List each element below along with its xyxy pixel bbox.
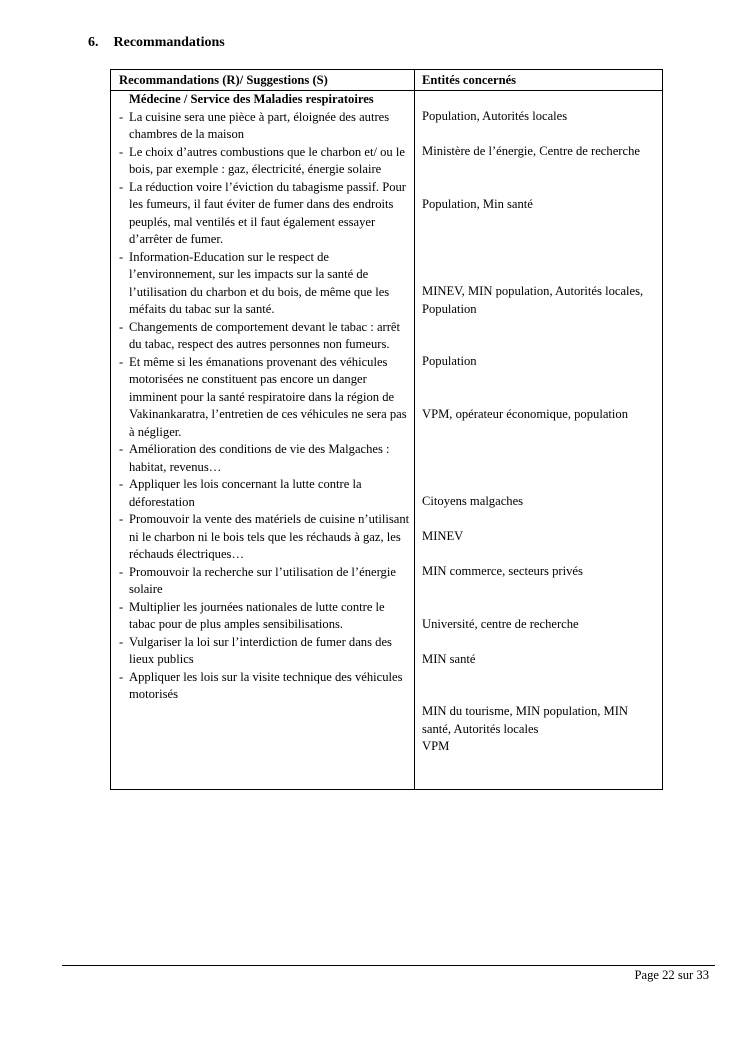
entity-cell: MIN commerce, secteurs privés xyxy=(422,564,583,578)
section-title: Recommandations xyxy=(113,35,225,50)
entity-cell: Population xyxy=(422,354,477,368)
section-heading xyxy=(88,35,225,51)
recommendation-item xyxy=(117,634,411,669)
bullet-dash: - xyxy=(119,669,124,684)
recommendation-item xyxy=(117,354,411,442)
recommendation-text: Amélioration des conditions de vie des Malgaches : habitat, revenus… xyxy=(129,442,390,474)
bullet-dash: - xyxy=(119,144,124,159)
bullet-dash: - xyxy=(119,599,124,614)
entity-cell-extra: VPM xyxy=(422,739,450,753)
entity-cell: Population, Min santé xyxy=(422,197,533,211)
recommendation-item xyxy=(117,249,411,319)
footer-rule xyxy=(62,965,715,966)
recommendation-text: Changements de comportement devant le tabac : arrêt du tabac, respect des autres personnes non fumeurs. xyxy=(129,319,401,351)
recommendation-text: Information-Education sur le respect de l’environnement, sur les impacts sur la santé de l’utilisation du charbon et du bois, de même que les méfaits du tabac sur la santé. xyxy=(129,249,390,316)
bullet-dash: - xyxy=(119,109,124,124)
recommendation-text: Promouvoir la recherche sur l’utilisation de l’énergie solaire xyxy=(129,564,396,596)
recommendations-table xyxy=(110,69,663,790)
recommendation-item xyxy=(117,144,411,179)
entity-cell: MINEV xyxy=(422,529,464,543)
recommendation-item xyxy=(117,599,411,634)
recommendation-item xyxy=(117,109,411,144)
recommendation-text: Multiplier les journées nationales de lutte contre le tabac pour de plus amples sensibilisations. xyxy=(129,599,385,631)
recommendation-text: Et même si les émanations provenant des véhicules motorisées ne constituent pas encore un danger imminent pour la santé respiratoire dans la région de Vakinankaratra, l’entretien de ces véhicules ne sera pas à négliger. xyxy=(129,354,407,439)
service-subheading: Médecine / Service des Maladies respiratoires xyxy=(129,92,374,106)
bullet-dash: - xyxy=(119,354,124,369)
bullet-dash: - xyxy=(119,442,124,456)
recommendation-text: Le choix d’autres combustions que le charbon et/ ou le bois, par exemple : gaz, électricité, énergie solaire xyxy=(129,144,405,176)
recommendation-item xyxy=(117,669,411,704)
section-number: 6. xyxy=(88,35,99,50)
entity-cell: MINEV, MIN population, Autorités locales, Population xyxy=(422,284,644,316)
entity-cell: Université, centre de recherche xyxy=(422,617,579,631)
recommendation-text: Appliquer les lois sur la visite technique des véhicules motorisés xyxy=(129,669,403,701)
recommendation-item xyxy=(117,476,411,511)
column-divider xyxy=(414,70,415,789)
header-recommendations: Recommandations (R)/ Suggestions (S) xyxy=(119,73,328,87)
recommendation-item xyxy=(117,441,411,476)
page-number: Page 22 sur 33 xyxy=(634,968,709,982)
recommendations-column xyxy=(117,91,411,704)
bullet-dash: - xyxy=(119,319,124,334)
recommendation-text: Vulgariser la loi sur l’interdiction de fumer dans des lieux publics xyxy=(129,634,392,666)
entity-cell: Citoyens malgaches xyxy=(422,494,524,508)
recommendation-item xyxy=(117,511,411,564)
bullet-dash: - xyxy=(119,512,124,526)
recommendation-item xyxy=(117,564,411,599)
recommendation-text: La réduction voire l’éviction du tabagisme passif. Pour les fumeurs, il faut éviter de fumer dans des endroits peuplés, mal ventilés et il faut également essayer d’arrêter de fumer. xyxy=(129,179,406,246)
recommendation-text: Appliquer les lois concernant la lutte contre la déforestation xyxy=(129,477,362,509)
recommendation-text: La cuisine sera une pièce à part, éloignée des autres chambres de la maison xyxy=(129,109,390,141)
bullet-dash: - xyxy=(119,634,124,649)
entity-cell: Population, Autorités locales xyxy=(422,109,568,123)
bullet-dash: - xyxy=(119,564,124,579)
bullet-dash: - xyxy=(119,179,124,194)
recommendation-item xyxy=(117,319,411,354)
recommendation-text: Promouvoir la vente des matériels de cuisine n’utilisant ni le charbon ni le bois tels que les réchauds à gaz, les réchauds électriques… xyxy=(129,512,410,561)
bullet-dash: - xyxy=(119,477,124,491)
entity-cell: VPM, opérateur économique, population xyxy=(422,407,629,421)
recommendation-item xyxy=(117,179,411,249)
header-entities: Entités concernés xyxy=(422,73,517,87)
entity-cell: Ministère de l’énergie, Centre de recherche xyxy=(422,144,640,158)
entity-cell: MIN du tourisme, MIN population, MIN santé, Autorités locales xyxy=(422,704,629,736)
entity-cell: MIN santé xyxy=(422,652,476,666)
bullet-dash: - xyxy=(119,249,124,264)
